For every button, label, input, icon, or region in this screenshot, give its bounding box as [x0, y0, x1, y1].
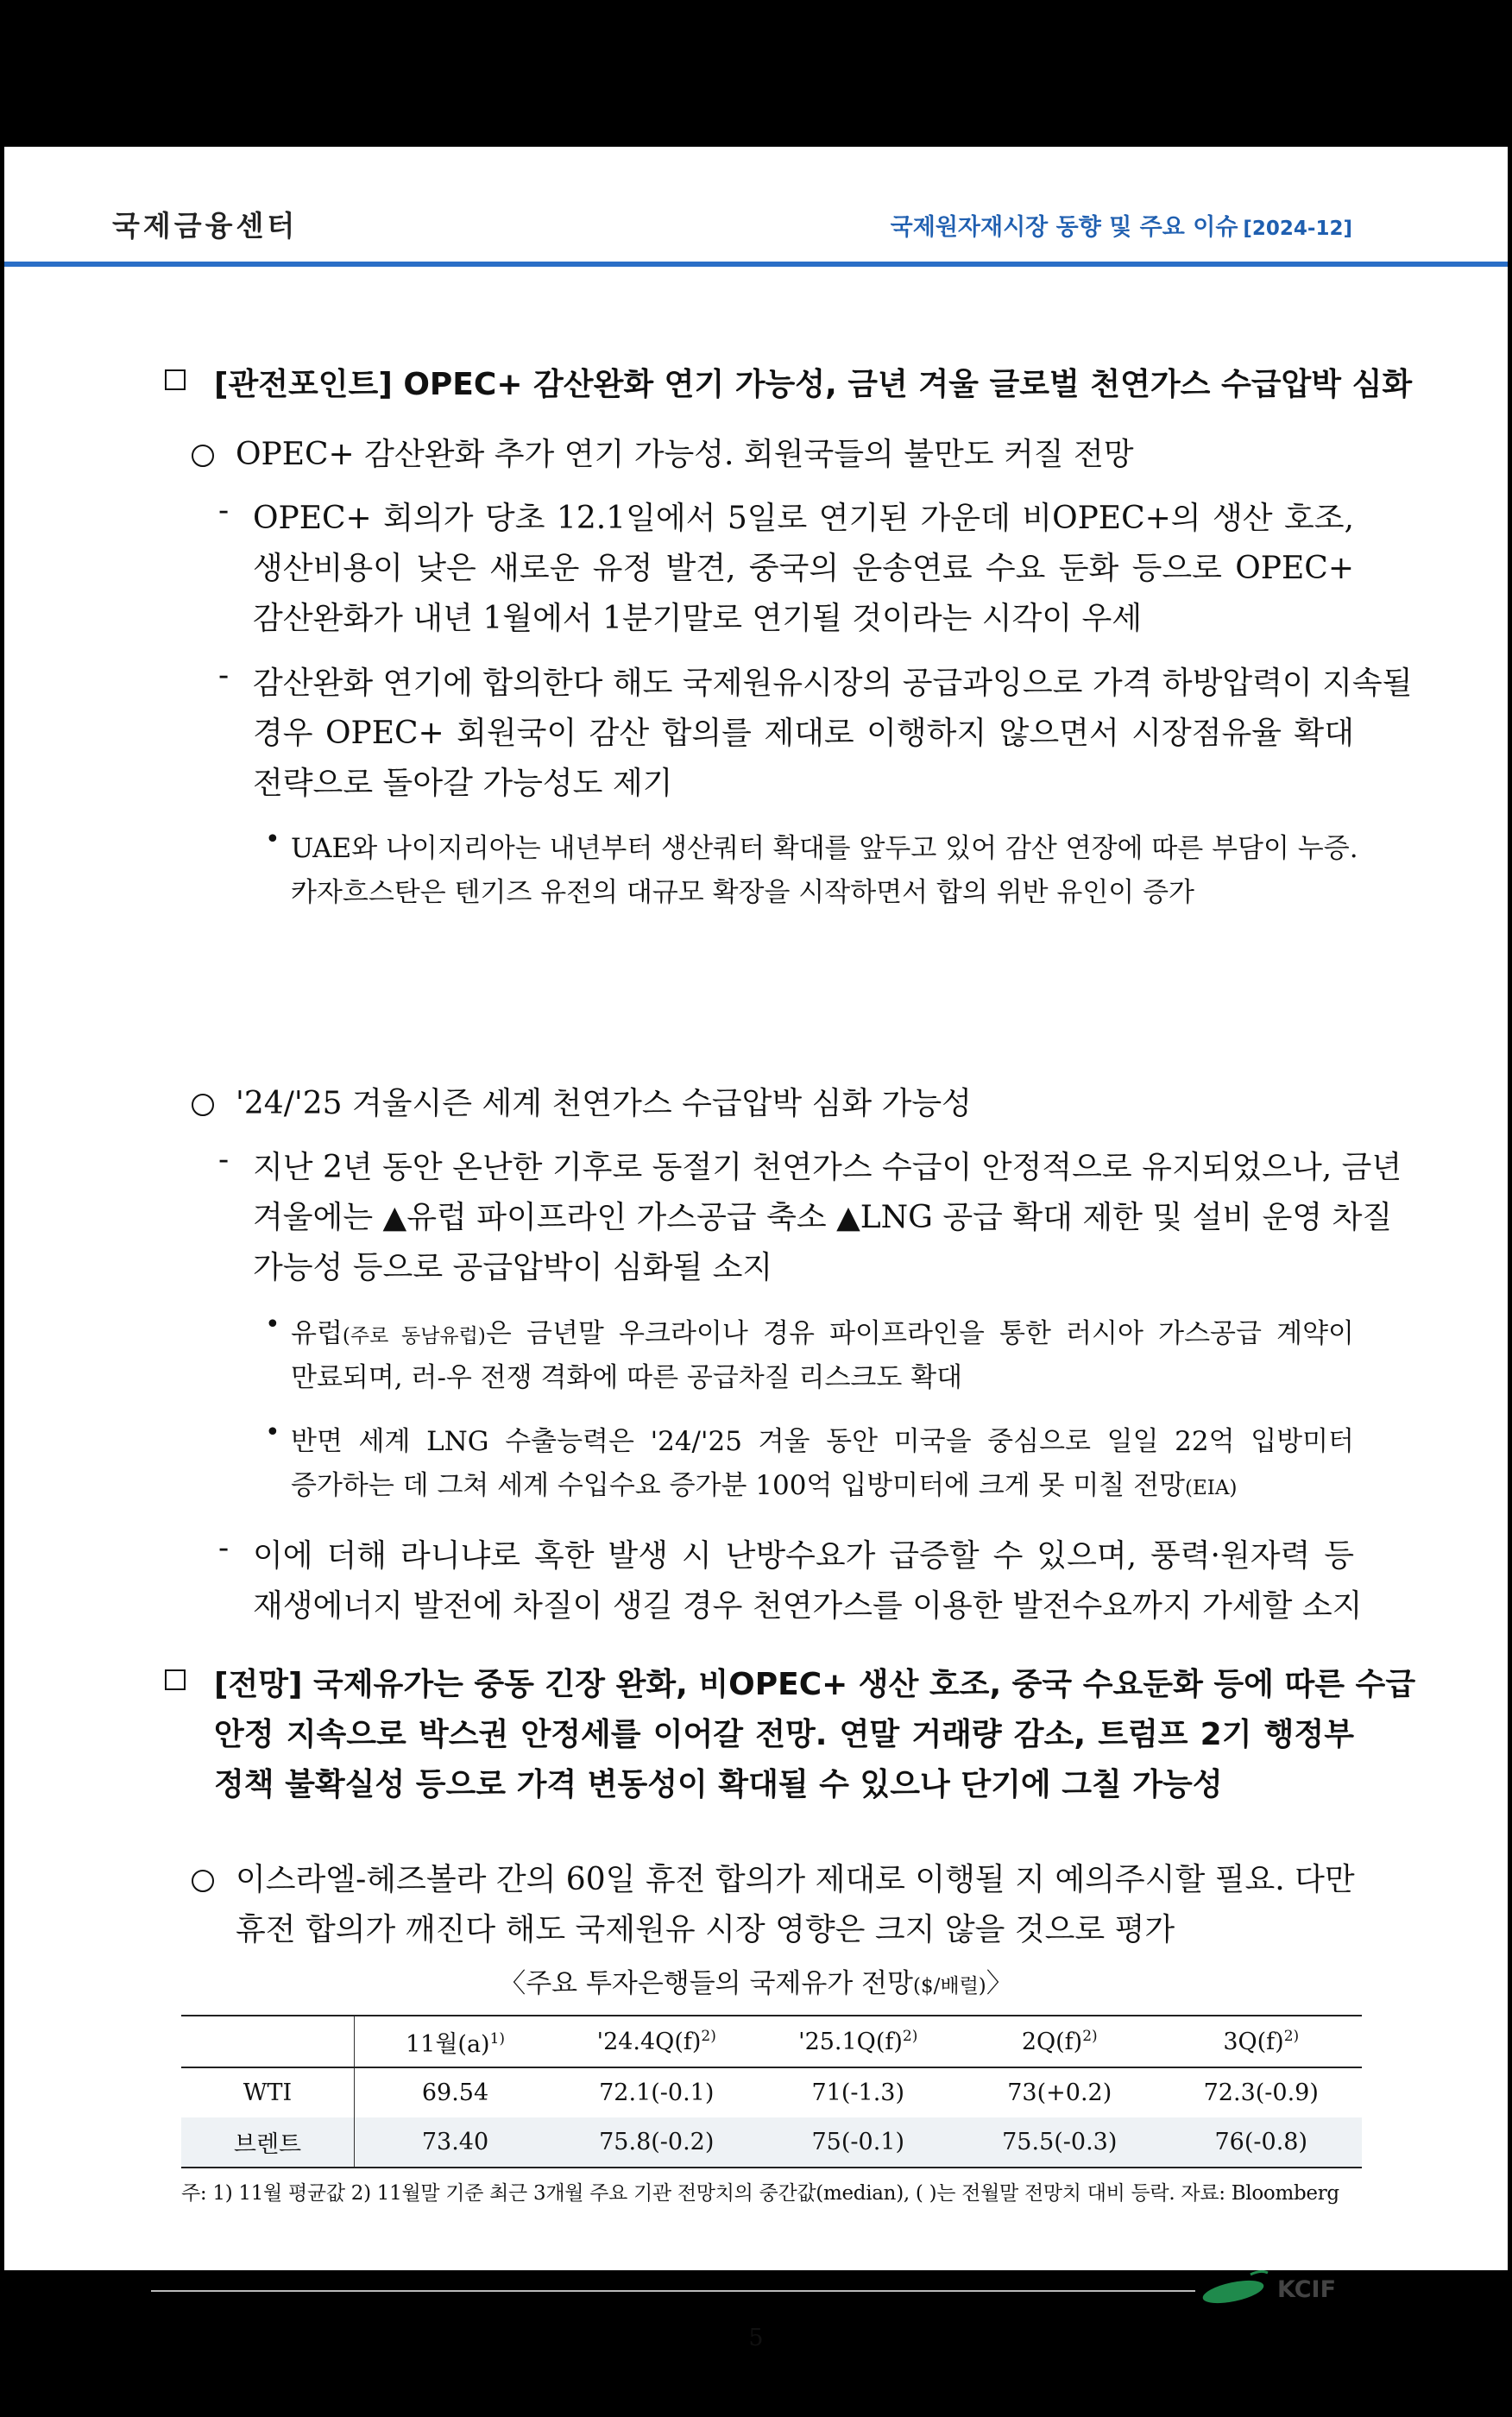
bullet1-text-a: 유럽 — [291, 1318, 343, 1349]
dash-bullet-icon: - — [218, 1142, 230, 1177]
section1-point1: OPEC+ 감산완화 추가 연기 가능성. 회원국들의 불만도 커질 전망 — [236, 437, 1134, 472]
section1-point2-bullet1-line1 — [291, 1311, 1354, 1350]
section2-point1-line1: 이스라엘-헤즈볼라 간의 60일 휴전 합의가 제대로 이행될 지 예의주시할 필요. 다만 — [236, 1862, 1355, 1897]
table-header-cell — [181, 2016, 355, 2067]
oil-forecast-table — [181, 2015, 1362, 2168]
table-cell: 71(-1.3) — [811, 2079, 904, 2106]
dot-bullet-icon: • — [265, 824, 280, 855]
table-cell: 73(+0.2) — [1007, 2079, 1112, 2106]
section1-point1-bullet1-line1: UAE와 나이지리아는 내년부터 생산쿼터 확대를 앞두고 있어 감산 연장에 따른 부담이 누증. — [291, 833, 1358, 864]
report-title-text: 국제원자재시장 동향 및 주요 이슈 — [890, 214, 1238, 241]
org-name: 국제금융센터 — [112, 209, 299, 243]
table-cell: 73.40 — [355, 2117, 557, 2168]
table-row — [181, 2117, 1362, 2168]
bullet2-text: 증가하는 데 그쳐 세계 수입수요 증가분 100억 입방미터에 크게 못 미칠 전망 — [291, 1470, 1185, 1501]
section1-point1-dash1-line2: 생산비용이 낮은 새로운 유정 발견, 중국의 운송연료 수요 둔화 등으로 OPEC+ — [253, 551, 1354, 586]
section1-point2-bullet2-line1: 반면 세계 LNG 수출능력은 '24/'25 겨울 동안 미국을 중심으로 일일 22억 입방미터 — [291, 1426, 1354, 1457]
dot-bullet-icon: • — [265, 1309, 280, 1340]
kcif-logo-text: KCIF — [1277, 2276, 1337, 2303]
table-caption-text: 〈주요 투자은행들의 국제유가 전망 — [499, 1968, 914, 1999]
section2-heading-line3: 정책 불확실성 등으로 가격 변동성이 확대될 수 있으나 단기에 그칠 가능성 — [214, 1767, 1223, 1802]
document-page — [4, 147, 1508, 2351]
circle-bullet-icon — [192, 445, 214, 470]
circle-bullet-icon — [192, 1094, 214, 1120]
circle-bullet-icon — [192, 1870, 214, 1896]
square-bullet-icon — [165, 1669, 186, 1694]
section1-point1-dash2-line1: 감산완화 연기에 합의한다 해도 국제원유시장의 공급과잉으로 가격 하방압력이 지속될 — [253, 666, 1413, 701]
footer-divider — [151, 2290, 1195, 2292]
table-header-cell: '$24.4Q(f)^{2)}$ — [596, 2028, 716, 2055]
section1-point2-bullet2-line2 — [291, 1463, 1237, 1502]
section1-point1-dash2-line2: 경우 OPEC+ 회원국이 감산 합의를 제대로 이행하지 않으면서 시장점유율 확대 — [253, 716, 1354, 751]
dot-bullet-icon: • — [265, 1417, 280, 1448]
table-caption-unit: ($/배럴) — [913, 1975, 986, 1997]
table-caption-close: 〉 — [986, 1968, 1013, 1999]
table-cell: 72.3(-0.9) — [1203, 2079, 1319, 2106]
section1-point1-dash1-line3: 감산완화가 내년 1월에서 1분기말로 연기될 것이라는 시각이 우세 — [253, 601, 1143, 636]
section1-point1-dash1-line1: OPEC+ 회의가 당초 12.1일에서 5일로 연기된 가운데 비OPEC+의 생산 호조, — [253, 501, 1354, 536]
report-title — [891, 208, 1352, 242]
square-bullet-icon — [165, 369, 186, 394]
table-note: 주: 1) 11월 평균값 2) 11월말 기준 최근 3개월 주요 기관 전망치의 중간값(median), ( )는 전월말 전망치 대비 등락. 자료: Bloomberg — [181, 2182, 1339, 2205]
table-cell: 75.5(-0.3) — [959, 2117, 1161, 2168]
section2-heading-line2: 안정 지속으로 박스권 안정세를 이어갈 전망. 연말 거래량 감소, 트럼프 2기 행정부 — [214, 1717, 1354, 1752]
page-header — [4, 147, 1508, 265]
table-row — [181, 2067, 1362, 2117]
table-caption — [4, 1961, 1508, 2000]
table-cell: 72.1(-0.1) — [599, 2079, 715, 2106]
table-cell: 75(-0.1) — [758, 2117, 960, 2168]
table-header-row — [181, 2016, 1362, 2067]
header-divider — [4, 262, 1508, 267]
section1-point2-dash1-line1: 지난 2년 동안 온난한 기후로 동절기 천연가스 수급이 안정적으로 유지되었으나, 금년 — [253, 1150, 1402, 1185]
section1-point2-dash1-line2: 겨울에는 ▲유럽 파이프라인 가스공급 축소 ▲LNG 공급 확대 제한 및 설비 운영 차질 — [253, 1200, 1393, 1235]
table-cell: 브렌트 — [181, 2117, 355, 2168]
section1-heading: [관전포인트] OPEC+ 감산완화 연기 가능성, 금년 겨울 글로벌 천연가스 수급압박 심화 — [214, 367, 1413, 402]
table-header-cell: '$25.1Q(f)^{2)}$ — [798, 2028, 918, 2055]
section1-point2-bullet1-line2: 만료되며, 러-우 전쟁 격화에 따른 공급차질 리스크도 확대 — [291, 1362, 963, 1393]
table-header-cell: $2Q(f)^{2)}$ — [1021, 2028, 1098, 2055]
table-cell: WTI — [181, 2067, 355, 2117]
dash-bullet-icon: - — [218, 1530, 230, 1566]
section1-point2-dash2-line2: 재생에너지 발전에 차질이 생길 경우 천연가스를 이용한 발전수요까지 가세할 소지 — [253, 1588, 1363, 1624]
table-header-cell: $3Q(f)^{2)}$ — [1223, 2028, 1300, 2055]
section1-point1-dash2-line3: 전략으로 돌아갈 가능성도 제기 — [253, 766, 673, 801]
section2-heading-line1: [전망] 국제유가는 중동 긴장 완화, 비OPEC+ 생산 호조, 중국 수요둔화 등에 따른 수급 — [214, 1667, 1416, 1702]
section1-point1-bullet1-line2: 카자흐스탄은 텐기즈 유전의 대규모 확장을 시작하면서 합의 위반 유인이 증가 — [291, 877, 1194, 908]
table-header-cell: 11월$(a)^{1)}$ — [405, 2029, 506, 2058]
table-cell: 69.54 — [421, 2079, 489, 2106]
bullet1-text-b: 은 금년말 우크라이나 경유 파이프라인을 통한 러시아 가스공급 계약이 — [485, 1318, 1354, 1349]
bullet2-source: (EIA) — [1185, 1477, 1238, 1499]
table-cell: 76(-0.8) — [1161, 2117, 1363, 2168]
bullet1-text-note: (주로 동남유럽) — [342, 1325, 486, 1347]
section2-point1-line2: 휴전 합의가 깨진다 해도 국제원유 시장 영향은 크지 않을 것으로 평가 — [236, 1912, 1175, 1947]
dash-bullet-icon: - — [218, 658, 230, 693]
section1-point2-dash2-line1: 이에 더해 라니냐로 혹한 발생 시 난방수요가 급증할 수 있으며, 풍력·원자력 등 — [253, 1538, 1354, 1574]
page-number: 5 — [748, 2325, 764, 2351]
section1-point2-dash1-line3: 가능성 등으로 공급압박이 심화될 소지 — [253, 1250, 773, 1285]
section1-point2: '24/'25 겨울시즌 세계 천연가스 수급압박 심화 가능성 — [236, 1086, 972, 1121]
dash-bullet-icon: - — [218, 493, 230, 528]
table-cell: 75.8(-0.2) — [556, 2117, 758, 2168]
report-date: [2024-12] — [1243, 218, 1352, 240]
